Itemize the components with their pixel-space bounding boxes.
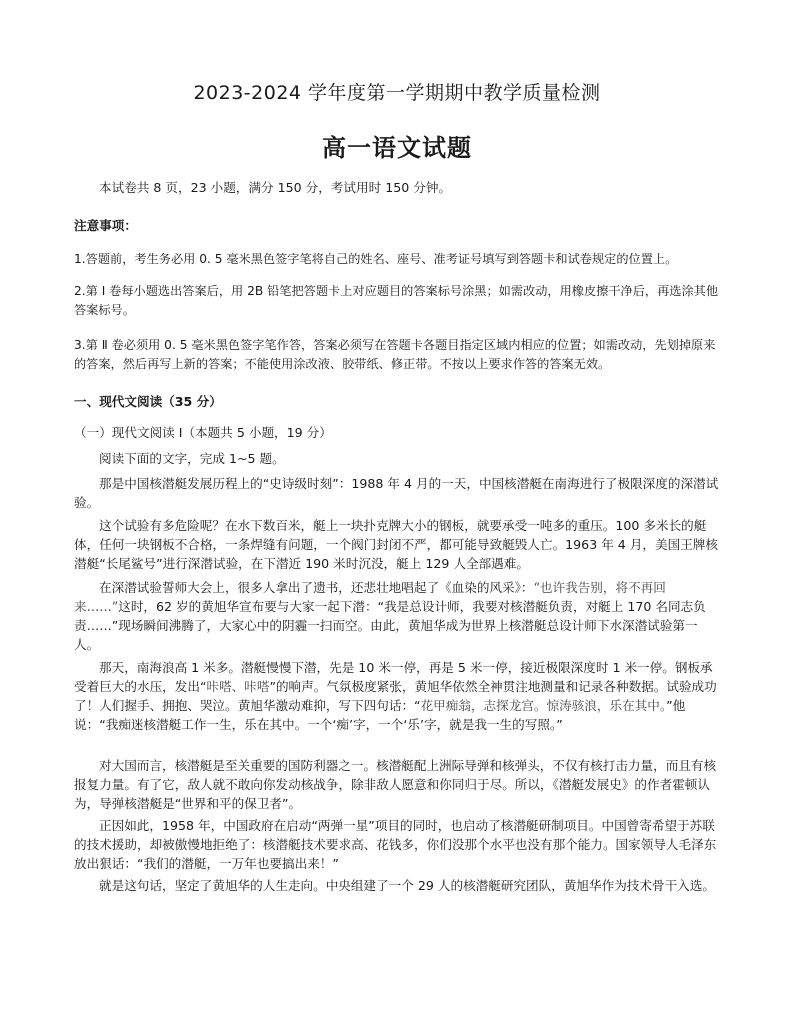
passage-paragraph-6: 正因如此，1958 年，中国政府在启动“两弹一星”项目的同时，也启动了核潜艇研制项目。中国曾寄希望于苏联的技术援助，却被傲慢地拒绝了：核潜艇技术要求高、花钱多，你们没那个水平也没有那个能力。国家领导人毛泽东放出狠话：“我们的潜艇，一万年也要搞出来！”: [74, 818, 717, 871]
song-lyric-quote: “也许我告别，将不再回来……”: [74, 580, 666, 614]
sound-quote: 咔嗒、咔嗒: [206, 679, 270, 694]
passage-paragraph-1: 那是中国核潜艇发展历程上的“史诗级时刻”：1988 年 4 月的一天，中国核潜艇在南海进行了极限深度的深潜试验。: [74, 476, 719, 510]
passage-paragraph-4: [74, 658, 720, 734]
section-heading: 一、现代文阅读（35 分）: [74, 394, 222, 409]
paragraph-3-text-a: 在深潜试验誓师大会上，很多人拿出了遗书，还悲壮地唱起了《血染的风采》：: [99, 580, 534, 595]
subject-title: 高一语文试题: [322, 134, 472, 162]
passage-paragraph-5: 对大国而言，核潜艇是至关重要的国防利器之一。核潜艇配上洲际导弹和核弹头，不仅有核打击力量，而且有核报复力量。有了它，敌人就不敢向你发动核战争，除非敌人愿意和你同归于尽。所以，《潜艇发展史》的作者霍顿认为，导弹核潜艇是“世界和平的保卫者”。: [74, 758, 717, 811]
notice-heading: 注意事项：: [74, 218, 137, 233]
paragraph-3-text-b: 这时，62 岁的黄旭华宣布要与大家一起下潜：“我是总设计师，我要对核潜艇负责，对艇上 170 名同志负责……”现场瞬间沸腾了，大家心中的阴霾一扫而空。由此，黄旭华成为世界上核潜艇总设计师下水深潜试验第一人。: [74, 599, 706, 652]
exam-intro: 本试卷共 8 页，23 小题，满分 150 分，考试用时 150 分钟。: [99, 180, 452, 195]
paragraph-4-text-a: 那天，南海浪高 1 米多。潜艇慢慢下潜，先是 10 米一停，再是 5 米一停，接近极限深度时 1 米一停。钢板承受着巨大的水压，发出“: [74, 660, 713, 694]
paragraph-4-text-c: ”他说：“我痴迷核潜艇工作一生，乐在其中。一个‘痴’字，一个‘乐’字，就是我一生的写照。”: [74, 698, 686, 732]
notice-item-3: 3.第 Ⅱ 卷必须用 0. 5 毫米黑色签字笔作答，答案必须写在答题卡各题目指定区域内相应的位置；如需改动，先划掉原来的答案，然后再写上新的答案；不能使用涂改液、胶带纸、修正带。不按以上要求作答的答案无效。: [74, 338, 716, 371]
exam-title: 2023-2024 学年度第一学期期中教学质量检测: [193, 82, 601, 104]
passage-paragraph-3: [74, 578, 720, 654]
passage-paragraph-7: 就是这句话，坚定了黄旭华的人生走向。中央组建了一个 29 人的核潜艇研究团队，黄旭华作为技术骨干入选。: [99, 878, 715, 893]
notice-item-2: 2.第 Ⅰ 卷每小题选出答案后，用 2B 铅笔把答题卡上对应题目的答案标号涂黑；如需改动，用橡皮擦干净后，再选涂其他答案标号。: [74, 284, 719, 317]
sub-section-heading: （一）现代文阅读 Ⅰ（本题共 5 小题，19 分）: [74, 425, 332, 440]
passage-paragraph-2: 这个试验有多危险呢？在水下数百米，艇上一块扑克牌大小的钢板，就要承受一吨多的重压。100 多米长的艇体，任何一块钢板不合格，一条焊缝有问题，一个阀门封闭不严，都可能导致艇毁人亡。1963 年 4 月，美国王牌核潜艇“长尾鲨号”进行深潜试验，在下潜近 190 米时沉没，艇上 129 人全部遇难。: [74, 518, 718, 571]
poem-quote: 花甲痴翁，志探龙宫。惊涛骇浪，乐在其中。: [420, 698, 667, 713]
reading-instruction: 阅读下面的文字，完成 1~5 题。: [99, 451, 285, 466]
paragraph-4-text-b: ”的响声。气氛极度紧张，黄旭华依然全神贯注地测量和记录各种数据。试验成功了！人们握手、拥抱、哭泣。黄旭华激动难抑，写下四句话：“: [74, 679, 717, 713]
notice-item-1: 1.答题前，考生务必用 0. 5 毫米黑色签字笔将自己的姓名、座号、准考证号填写到答题卡和试卷规定的位置上。: [74, 252, 678, 266]
